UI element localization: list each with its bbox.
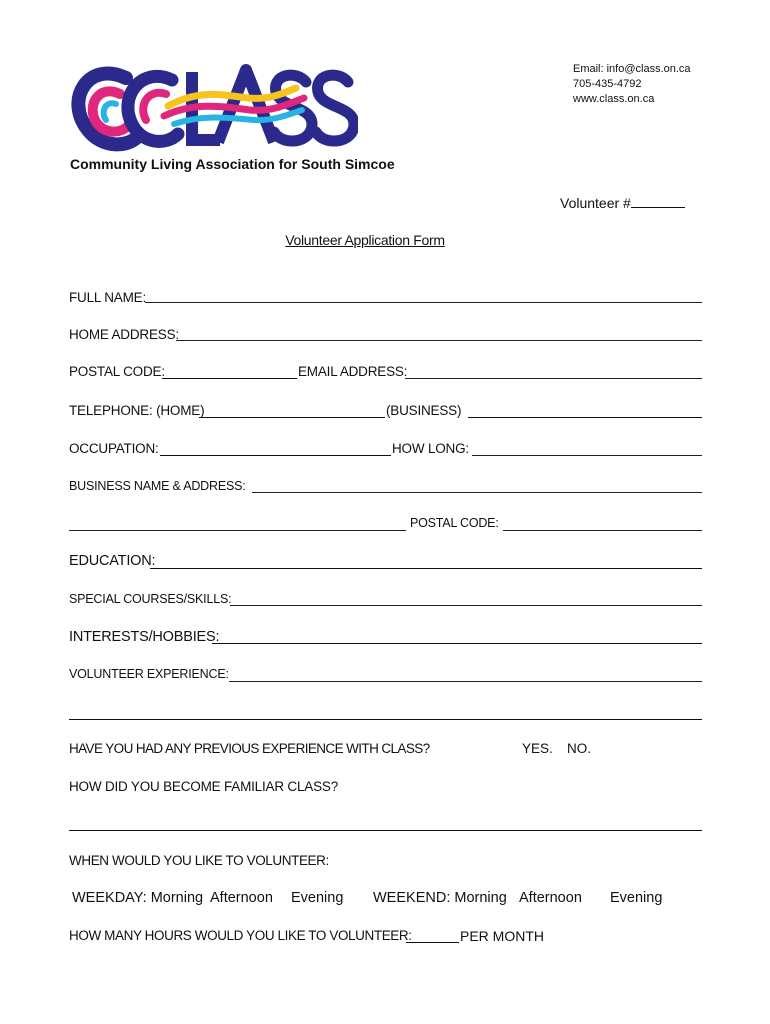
volunteer-number-label: Volunteer # bbox=[560, 195, 631, 211]
previous-experience-yes[interactable]: YES. bbox=[522, 741, 553, 756]
special-courses-field[interactable] bbox=[230, 605, 702, 606]
volunteer-number-field[interactable] bbox=[631, 195, 685, 208]
occupation-label: OCCUPATION: bbox=[69, 441, 159, 456]
business-name-address-field[interactable] bbox=[252, 492, 702, 493]
weekend-afternoon-option[interactable]: Afternoon bbox=[519, 890, 582, 906]
special-courses-label: SPECIAL COURSES/SKILLS: bbox=[69, 592, 232, 606]
weekday-afternoon-option[interactable]: Afternoon bbox=[210, 890, 273, 906]
hours-label: HOW MANY HOURS WOULD YOU LIKE TO VOLUNTEER: bbox=[69, 928, 412, 943]
how-long-label: HOW LONG: bbox=[392, 441, 469, 456]
full-name-label: FULL NAME: bbox=[69, 290, 147, 305]
education-label: EDUCATION: bbox=[69, 553, 156, 569]
occupation-field[interactable] bbox=[160, 455, 391, 456]
business-postal-code-label: POSTAL CODE: bbox=[410, 516, 499, 530]
weekday-morning-option[interactable]: WEEKDAY: Morning bbox=[72, 890, 204, 906]
how-long-field[interactable] bbox=[472, 455, 702, 456]
volunteer-experience-field-2[interactable] bbox=[69, 719, 702, 720]
how-familiar-label: HOW DID YOU BECOME FAMILIAR CLASS? bbox=[69, 779, 339, 794]
business-name-address-label: BUSINESS NAME & ADDRESS: bbox=[69, 479, 246, 493]
class-logo bbox=[68, 60, 358, 159]
hours-field[interactable] bbox=[406, 942, 459, 943]
home-address-label: HOME ADDRESS: bbox=[69, 327, 179, 342]
organization-name: Community Living Association for South Simcoe bbox=[70, 156, 395, 172]
volunteer-experience-field[interactable] bbox=[229, 681, 702, 682]
previous-experience-label: HAVE YOU HAD ANY PREVIOUS EXPERIENCE WITH CLASS? bbox=[69, 741, 430, 756]
postal-code-field[interactable] bbox=[162, 378, 297, 379]
telephone-home-field[interactable] bbox=[199, 417, 385, 418]
weekday-evening-option[interactable]: Evening bbox=[291, 890, 344, 906]
contact-email: Email: info@class.on.ca bbox=[573, 63, 691, 75]
telephone-business-field[interactable] bbox=[468, 417, 702, 418]
email-address-field[interactable] bbox=[405, 378, 702, 379]
interests-field[interactable] bbox=[212, 643, 702, 644]
volunteer-experience-label: VOLUNTEER EXPERIENCE: bbox=[69, 667, 229, 681]
previous-experience-no[interactable]: NO. bbox=[567, 741, 592, 756]
weekend-evening-option[interactable]: Evening bbox=[610, 890, 663, 906]
weekend-morning-option[interactable]: WEEKEND: Morning bbox=[373, 890, 507, 906]
class-logo-graphic bbox=[68, 60, 358, 154]
when-volunteer-label: WHEN WOULD YOU LIKE TO VOLUNTEER: bbox=[69, 853, 329, 868]
full-name-field[interactable] bbox=[145, 302, 702, 303]
interests-label: INTERESTS/HOBBIES: bbox=[69, 629, 220, 645]
contact-info bbox=[573, 62, 691, 107]
per-month-label: PER MONTH bbox=[460, 928, 544, 944]
postal-code-label: POSTAL CODE: bbox=[69, 364, 165, 379]
contact-website: www.class.on.ca bbox=[573, 93, 655, 105]
form-title: Volunteer Application Form bbox=[285, 232, 445, 248]
business-address-line-2-field[interactable] bbox=[69, 530, 406, 531]
contact-phone: 705-435-4792 bbox=[573, 78, 642, 90]
volunteer-number bbox=[560, 195, 685, 211]
how-familiar-field[interactable] bbox=[69, 830, 702, 831]
email-address-label: EMAIL ADDRESS: bbox=[298, 364, 408, 379]
education-field[interactable] bbox=[150, 568, 702, 569]
telephone-business-label: (BUSINESS) bbox=[386, 403, 462, 418]
telephone-home-label: TELEPHONE: (HOME) bbox=[69, 403, 205, 418]
home-address-field[interactable] bbox=[176, 340, 702, 341]
business-postal-code-field[interactable] bbox=[503, 530, 702, 531]
